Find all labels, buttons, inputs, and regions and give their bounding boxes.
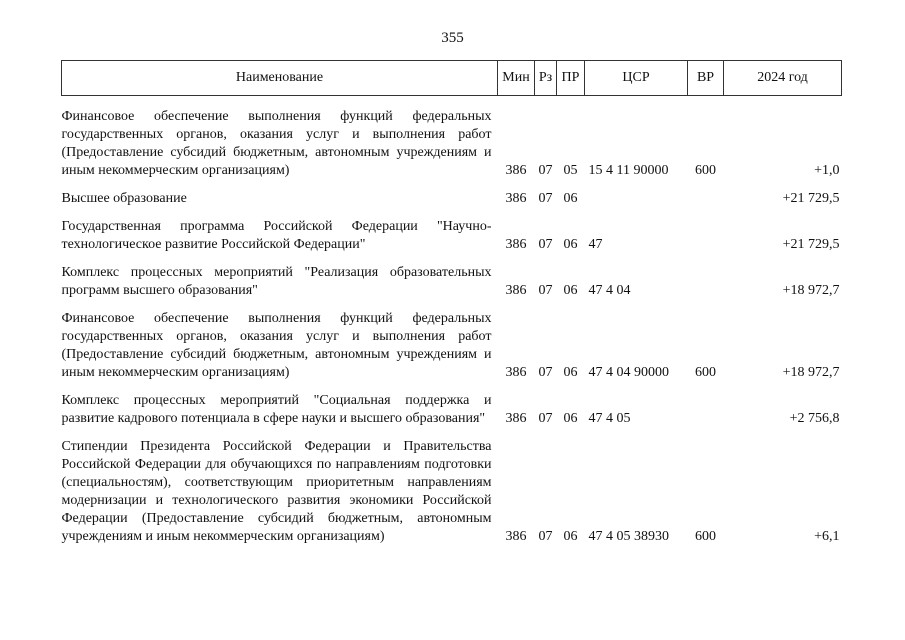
- row-vr: [688, 382, 724, 428]
- row-pr: 05: [563, 163, 578, 178]
- header-min: Мин: [498, 61, 535, 96]
- table-row: [62, 382, 842, 428]
- row-vr: 600: [695, 365, 716, 380]
- header-rz: Рз: [535, 61, 557, 96]
- row-sum: +21 729,5: [782, 237, 840, 252]
- row-sum: +18 972,7: [782, 283, 840, 298]
- table-row: [62, 96, 842, 181]
- row-vr: 600: [695, 163, 716, 178]
- table-row: [62, 208, 842, 254]
- row-csr: 15 4 11 90000: [588, 163, 669, 178]
- table-body: [62, 96, 842, 547]
- row-rz: 07: [538, 237, 553, 252]
- row-min: 386: [505, 411, 527, 426]
- header-vr: ВР: [688, 61, 724, 96]
- row-pr: 06: [563, 365, 578, 380]
- table-row: [62, 428, 842, 546]
- row-rz: 07: [538, 163, 553, 178]
- row-csr: 47 4 05: [588, 411, 631, 426]
- row-name: Комплекс процессных мероприятий "Реализация образовательных программ высшего образования": [61, 265, 492, 298]
- header-pr: ПР: [557, 61, 585, 96]
- row-min: 386: [505, 163, 527, 178]
- row-min: 386: [505, 191, 527, 206]
- row-min: 386: [505, 365, 527, 380]
- header-csr: ЦСР: [585, 61, 688, 96]
- row-sum: +21 729,5: [782, 191, 840, 206]
- row-rz: 07: [538, 411, 553, 426]
- row-min: 386: [505, 237, 527, 252]
- row-csr: 47 4 04 90000: [588, 365, 669, 380]
- table-header: [62, 61, 842, 96]
- table-row: [62, 300, 842, 382]
- row-pr: 06: [563, 529, 578, 544]
- row-pr: 06: [563, 237, 578, 252]
- row-vr: [688, 208, 724, 254]
- row-sum: +2 756,8: [789, 411, 840, 426]
- header-sum: 2024 год: [724, 61, 842, 96]
- row-pr: 06: [563, 411, 578, 426]
- row-vr: 600: [695, 529, 716, 544]
- page-number: 355: [441, 30, 464, 46]
- row-name: Высшее образование: [61, 191, 187, 206]
- row-rz: 07: [538, 529, 553, 544]
- header-name: Наименование: [62, 61, 498, 96]
- row-vr: [688, 180, 724, 208]
- row-min: 386: [505, 283, 527, 298]
- row-name: Финансовое обеспечение выполнения функций федеральных государственных органов, оказания услуг и выполнения работ (Предоставление субсидий бюджетным, автономным учреждениям и иным некоммерческим организациям): [61, 311, 492, 380]
- row-pr: 06: [563, 191, 578, 206]
- row-vr: [688, 254, 724, 300]
- row-name: Государственная программа Российской Федерации "Научно-технологическое развитие Российской Федерации": [61, 219, 492, 252]
- row-sum: +18 972,7: [782, 365, 840, 380]
- row-rz: 07: [538, 365, 553, 380]
- row-csr: 47 4 04: [588, 283, 631, 298]
- row-csr: 47: [588, 237, 603, 252]
- row-rz: 07: [538, 283, 553, 298]
- row-name: Финансовое обеспечение выполнения функций федеральных государственных органов, оказания услуг и выполнения работ (Предоставление субсидий бюджетным, автономным учреждениям и иным некоммерческим организациям): [61, 109, 492, 178]
- row-name: Комплекс процессных мероприятий "Социальная поддержка и развитие кадрового потенциала в сфере науки и высшего образования": [61, 393, 492, 426]
- row-csr: 47 4 05 38930: [588, 529, 669, 544]
- row-sum: +6,1: [814, 529, 840, 544]
- row-csr: [585, 180, 688, 208]
- row-pr: 06: [563, 283, 578, 298]
- row-sum: +1,0: [814, 163, 840, 178]
- row-rz: 07: [538, 191, 553, 206]
- row-name: Стипендии Президента Российской Федерации и Правительства Российской Федерации для обучающихся по направлениям подготовки (специальностям), соответствующим приоритетным направлениям модернизации и технологического развития экономики Российской Федерации (Предоставление субсидий бюджетным, автономным учреждениям и иным некоммерческим организациям): [61, 439, 492, 544]
- table-row: [62, 180, 842, 208]
- budget-table: [61, 60, 842, 546]
- row-min: 386: [505, 529, 527, 544]
- table-row: [62, 254, 842, 300]
